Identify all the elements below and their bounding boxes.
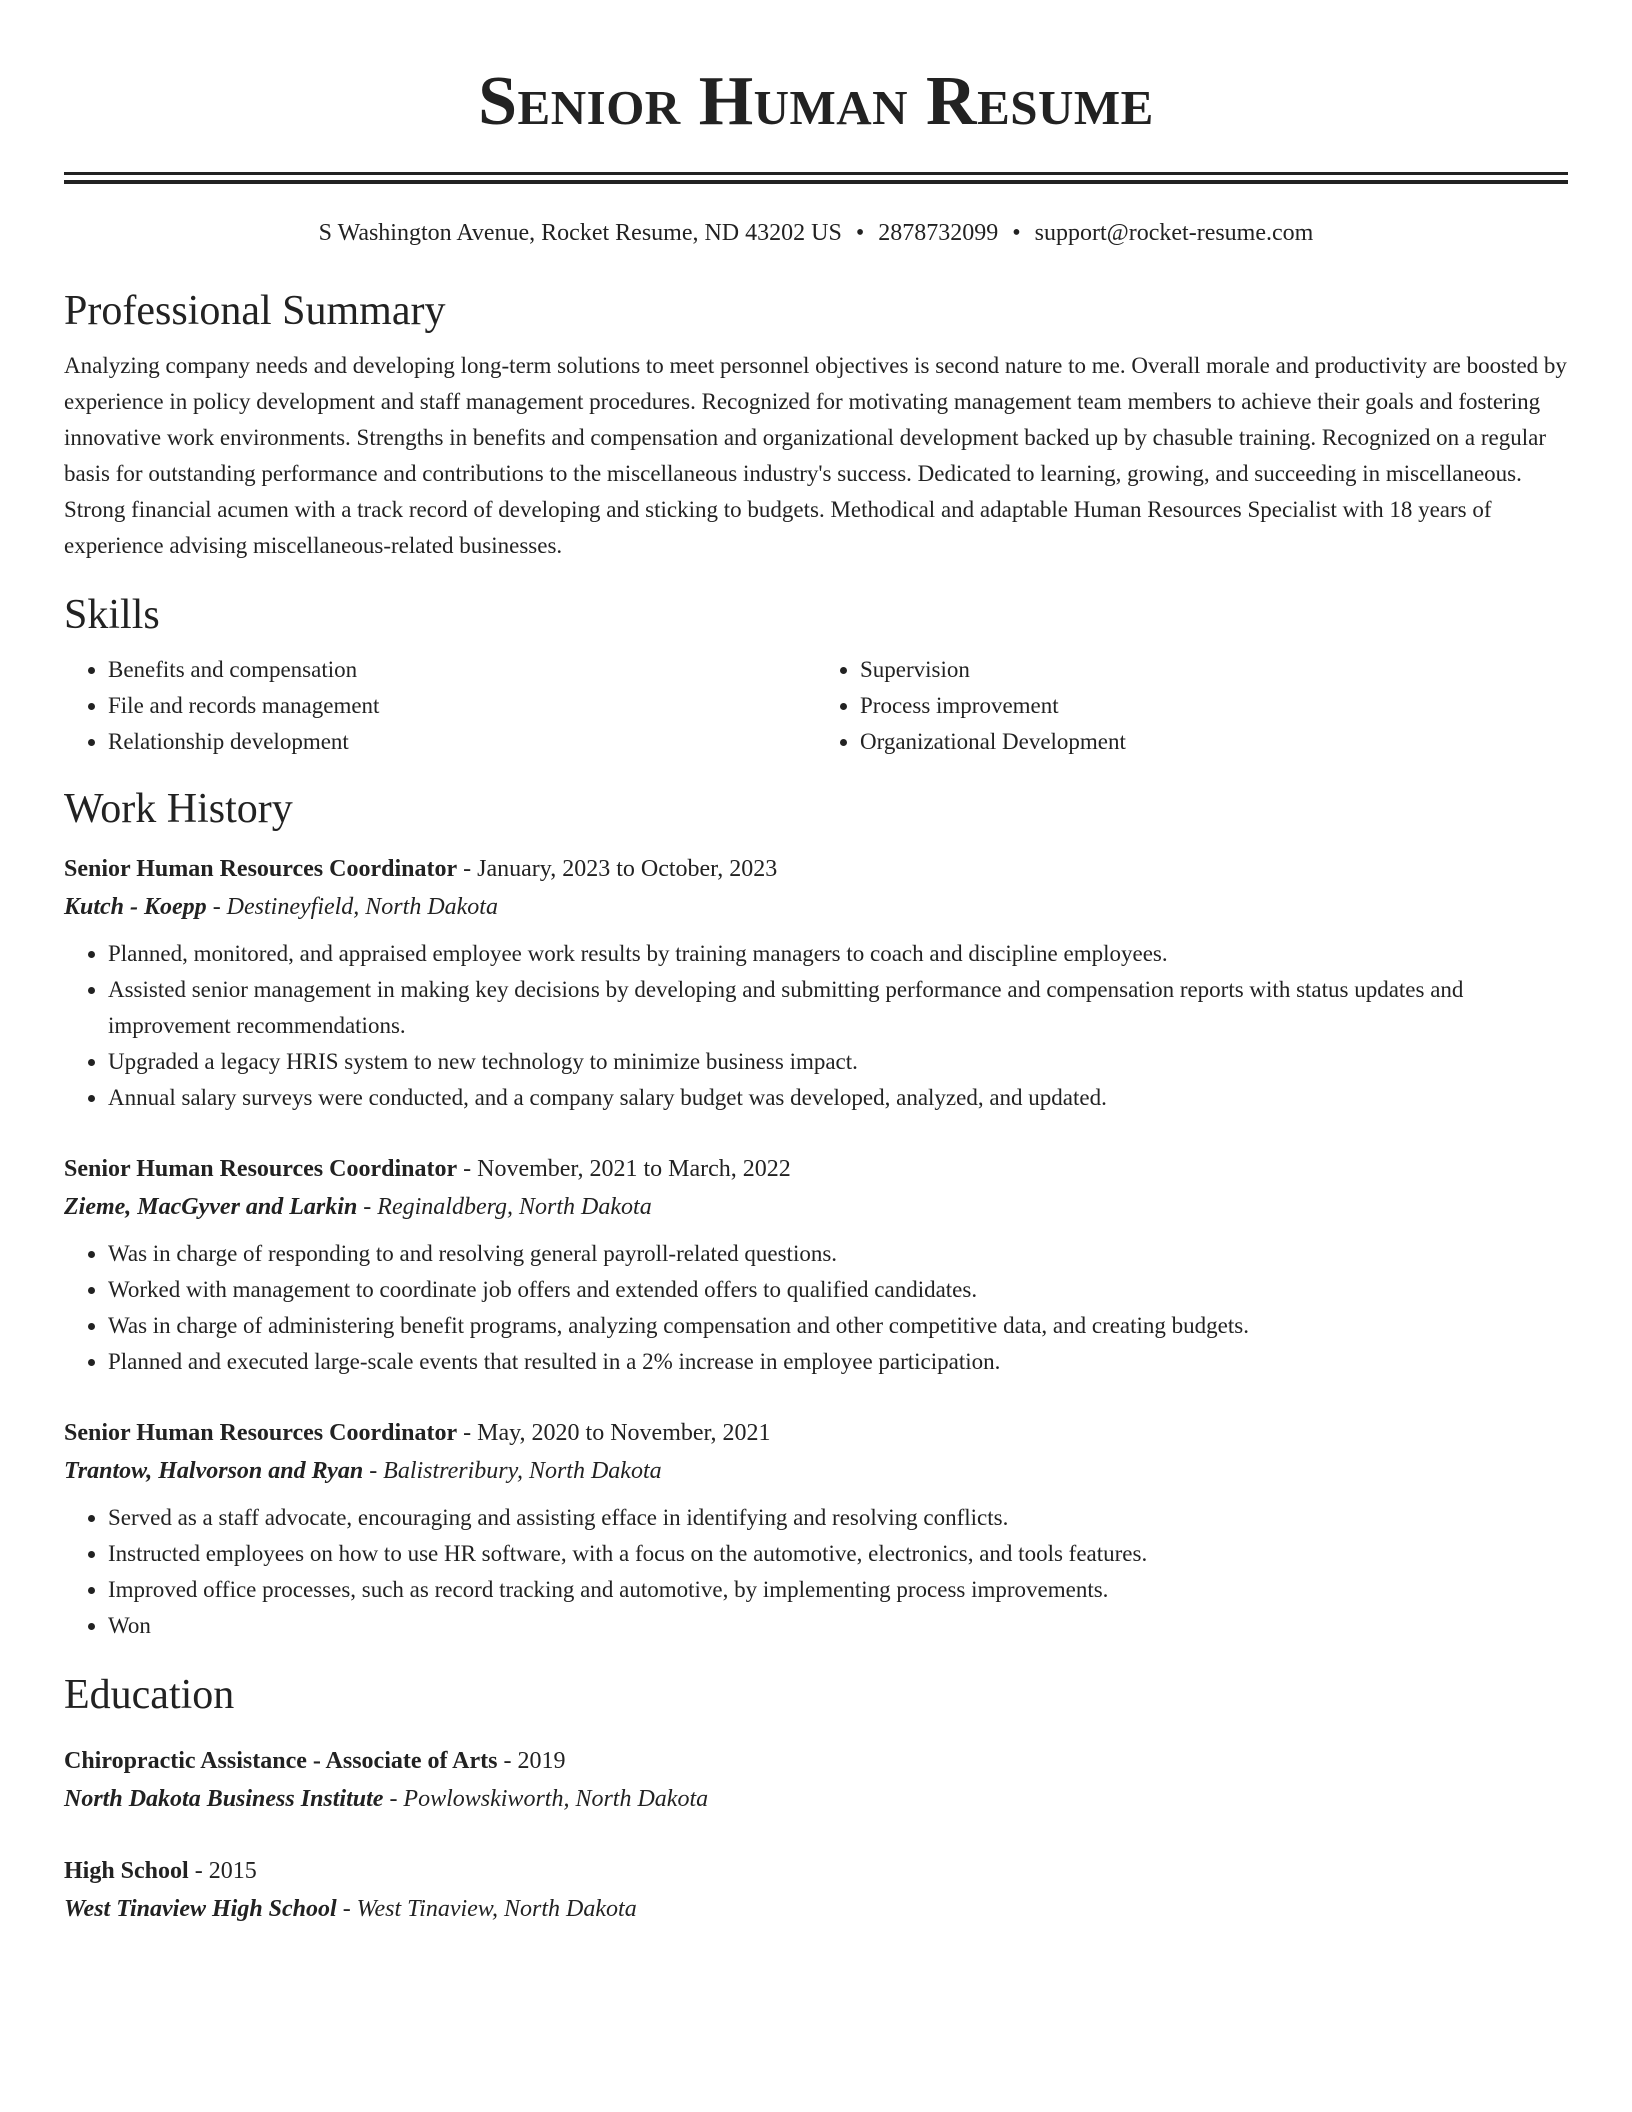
resume-name: Senior Human Resume: [478, 63, 1154, 140]
job-title-line: [64, 1150, 1568, 1188]
education-degree-line: [64, 1852, 1568, 1890]
job-bullet: • Was in charge of administering benefit programs, analyzing compensation and other competitive data, and creating budgets.: [108, 1308, 1568, 1344]
job-title: Senior Human Resources Coordinator: [64, 1420, 458, 1446]
job-location: - Reginaldberg, North Dakota: [357, 1194, 652, 1220]
job-dates: - May, 2020 to November, 2021: [457, 1420, 771, 1446]
job-bullet: • Served as a staff advocate, encouraging and assisting efface in identifying and resolving conflicts.: [108, 1500, 1568, 1536]
skill-item: • Supervision: [860, 652, 1568, 688]
skill-item: • File and records management: [108, 688, 816, 724]
job-bullet: • Annual salary surveys were conducted, and a company salary budget was developed, analyzed, and updated.: [108, 1080, 1568, 1116]
skill-item: • Process improvement: [860, 688, 1568, 724]
education-entry: [64, 1742, 1568, 1818]
summary-heading: Professional Summary: [64, 288, 446, 334]
skills-list-right: [816, 652, 1568, 760]
education-year: - 2019: [497, 1748, 566, 1774]
job-company-line: [64, 888, 1568, 926]
job-entry: [64, 1150, 1568, 1380]
contact-email: support@rocket-resume.com: [1034, 220, 1314, 246]
contact-line: [64, 218, 1568, 248]
job-company: Zieme, MacGyver and Larkin: [64, 1194, 358, 1220]
education-school: North Dakota Business Institute: [64, 1786, 384, 1812]
skill-item: • Organizational Development: [860, 724, 1568, 760]
work-history-heading: Work History: [64, 786, 293, 832]
education-location: - West Tinaview, North Dakota: [336, 1896, 637, 1922]
education-degree: High School: [64, 1858, 189, 1884]
education-heading: Education: [64, 1672, 235, 1718]
job-bullet: • Planned, monitored, and appraised employee work results by training managers to coach and discipline employees.: [108, 936, 1568, 972]
job-location: - Balistreribury, North Dakota: [363, 1458, 662, 1484]
skills-heading: Skills: [64, 592, 160, 638]
job-dates: - January, 2023 to October, 2023: [457, 856, 778, 882]
job-bullet: • Planned and executed large-scale events that resulted in a 2% increase in employee participation.: [108, 1344, 1568, 1380]
summary-text: Analyzing company needs and developing long-term solutions to meet personnel objectives is second nature to me. Overall morale and productivity are boosted by experience in policy development and staff management procedures. Recognized for motivating management team members to achieve their goals and fostering innovative work environments. Strengths in benefits and compensation and organizational development backed up by chasuble training. Recognized on a regular basis for outstanding performance and contributions to the miscellaneous industry's success. Dedicated to learning, growing, and succeeding in miscellaneous. Strong financial acumen with a track record of developing and sticking to budgets. Methodical and adaptable Human Resources Specialist with 18 years of experience advising miscellaneous-related businesses.: [64, 353, 1567, 558]
job-bullet: • Was in charge of responding to and resolving general payroll-related questions.: [108, 1236, 1568, 1272]
education-location: - Powlowskiworth, North Dakota: [383, 1786, 709, 1812]
header-double-rule: [64, 172, 1568, 184]
job-title: Senior Human Resources Coordinator: [64, 856, 458, 882]
job-company-line: [64, 1452, 1568, 1490]
job-bullet: • Instructed employees on how to use HR software, with a focus on the automotive, electronics, and tools features.: [108, 1536, 1568, 1572]
skill-item: • Relationship development: [108, 724, 816, 760]
education-year: - 2015: [188, 1858, 257, 1884]
skills-columns: [64, 652, 1568, 760]
job-bullet: • Improved office processes, such as record tracking and automotive, by implementing process improvements.: [108, 1572, 1568, 1608]
job-entry: [64, 1414, 1568, 1644]
job-bullet: • Won: [108, 1608, 1568, 1644]
job-company: Trantow, Halvorson and Ryan: [64, 1458, 364, 1484]
education-degree: Chiropractic Assistance - Associate of Arts: [64, 1748, 498, 1774]
job-company: Kutch - Koepp: [64, 894, 207, 920]
job-company-line: [64, 1188, 1568, 1226]
contact-phone: 2878732099: [878, 220, 999, 246]
job-title-line: [64, 850, 1568, 888]
job-bullet: • Worked with management to coordinate job offers and extended offers to qualified candidates.: [108, 1272, 1568, 1308]
job-title-line: [64, 1414, 1568, 1452]
skills-list-left: [64, 652, 816, 760]
education-degree-line: [64, 1742, 1568, 1780]
education-entry: [64, 1852, 1568, 1928]
job-bullets: [64, 936, 1568, 1116]
job-bullets: [64, 1500, 1568, 1644]
education-school: West Tinaview High School: [64, 1896, 337, 1922]
job-bullet: • Assisted senior management in making key decisions by developing and submitting performance and compensation reports with status updates and improvement recommendations.: [108, 972, 1568, 1044]
contact-separator: •: [1012, 220, 1021, 246]
education-school-line: [64, 1780, 1568, 1818]
job-location: - Destineyfield, North Dakota: [206, 894, 498, 920]
skill-item: • Benefits and compensation: [108, 652, 816, 688]
job-entry: [64, 850, 1568, 1116]
job-dates: - November, 2021 to March, 2022: [457, 1156, 791, 1182]
education-school-line: [64, 1890, 1568, 1928]
job-bullets: [64, 1236, 1568, 1380]
job-title: Senior Human Resources Coordinator: [64, 1156, 458, 1182]
contact-address: S Washington Avenue, Rocket Resume, ND 43202 US: [318, 220, 842, 246]
contact-separator: •: [855, 220, 865, 246]
job-bullet: • Upgraded a legacy HRIS system to new technology to minimize business impact.: [108, 1044, 1568, 1080]
